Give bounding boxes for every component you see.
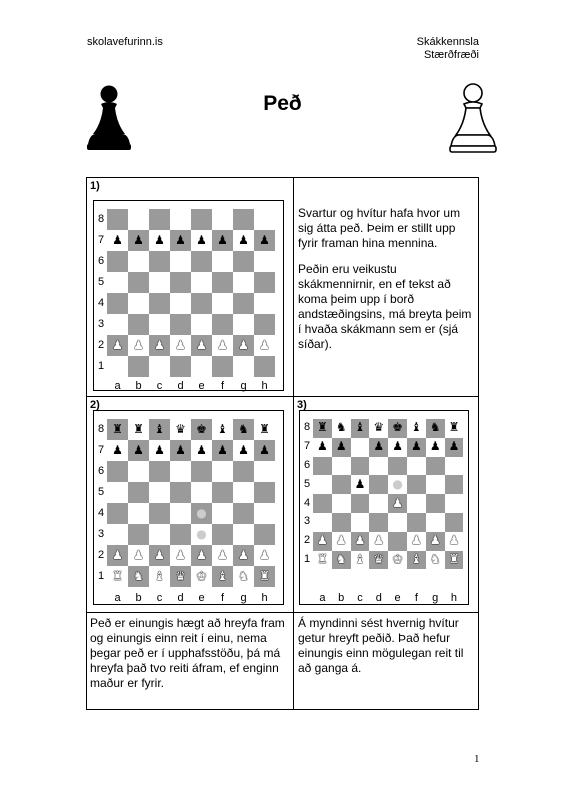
file-label: g [432, 592, 439, 604]
black-knight-icon: ♞ [429, 420, 441, 435]
board-square [170, 314, 191, 335]
board-square [128, 503, 149, 524]
white-pawn-icon: ♟ [112, 337, 123, 352]
white-pawn-icon: ♟ [133, 547, 144, 562]
board-square [191, 272, 212, 293]
board-square [313, 494, 332, 513]
file-label: f [220, 592, 225, 604]
board-square [426, 457, 445, 476]
black-queen-icon: ♛ [175, 421, 186, 436]
black-bishop-icon: ♝ [354, 420, 366, 435]
rank-label: 1 [97, 569, 105, 582]
black-pawn-icon: ♟ [133, 442, 144, 457]
board-square [233, 503, 254, 524]
white-pawn-icon: ♟ [317, 533, 328, 548]
board-square [107, 503, 128, 524]
board-square [212, 461, 233, 482]
caption-left: Peð er einungis hægt að hreyfa fram og einungis einn reit í einu, nema þegar peð er í upphafsstöðu, þá má hreyfa það tvo reiti áfram, ef enginn maður er fyrir. [90, 616, 285, 690]
rank-label: 1 [97, 359, 105, 372]
black-pawn-icon: ♟ [317, 439, 328, 454]
board-square [170, 524, 191, 545]
board-square [233, 314, 254, 335]
board-square [212, 356, 233, 377]
board-square [233, 482, 254, 503]
white-pawn-icon: ♟ [133, 337, 144, 352]
black-pawn-icon: ♟ [217, 232, 228, 247]
board-square [170, 356, 191, 377]
subject-header [417, 36, 479, 62]
board-square [170, 461, 191, 482]
white-pawn-icon: ♟ [217, 337, 228, 352]
black-bishop-icon: ♝ [411, 420, 422, 435]
rank-label: 4 [97, 506, 105, 519]
black-pawn-icon: ♟ [335, 439, 347, 454]
board-square [445, 513, 464, 532]
board-square [332, 457, 351, 476]
caption-right-cell [294, 613, 478, 709]
white-pawn-icon: ♟ [196, 547, 207, 562]
board-square [233, 356, 254, 377]
board-square [254, 209, 275, 230]
white-king-icon: ♚ [196, 568, 207, 583]
board-square [233, 209, 254, 230]
white-knight-icon: ♞ [335, 552, 347, 566]
white-pawn-icon: ♟ [429, 533, 441, 548]
board-square [128, 209, 149, 230]
board-square [351, 438, 370, 457]
board-square [313, 457, 332, 476]
rank-label: 3 [97, 317, 105, 330]
black-pawn-icon: ♟ [238, 232, 249, 247]
file-label: c [156, 592, 163, 604]
file-label: g [240, 380, 247, 392]
board-square [107, 272, 128, 293]
file-label: a [114, 380, 121, 392]
board-square [212, 503, 233, 524]
board-square [369, 494, 388, 513]
board-square [107, 251, 128, 272]
board-square [388, 457, 407, 476]
white-bishop-icon: ♝ [217, 568, 228, 583]
board-square [170, 272, 191, 293]
file-label: h [261, 592, 268, 604]
board-square [445, 494, 464, 513]
black-pawn-icon: ♟ [259, 442, 270, 457]
file-label: f [414, 592, 418, 604]
board-square [212, 251, 233, 272]
white-pawn-icon: ♟ [259, 547, 270, 562]
white-pawn-icon: ♟ [354, 533, 366, 548]
section-number: 3) [297, 399, 307, 411]
section-1 [87, 178, 294, 397]
board-square [107, 482, 128, 503]
rank-label: 2 [97, 548, 105, 561]
white-knight-icon: ♞ [133, 568, 144, 583]
black-knight-icon: ♞ [238, 421, 249, 436]
page-title: Peð [263, 92, 302, 115]
file-label: b [135, 592, 142, 604]
board-square [191, 482, 212, 503]
rank-label: 7 [303, 440, 311, 453]
rank-label: 5 [97, 275, 105, 288]
white-pawn-icon: ♟ [196, 337, 207, 352]
board-square [212, 272, 233, 293]
board-square [445, 457, 464, 476]
section-2 [87, 397, 294, 613]
board-square [170, 503, 191, 524]
rank-label: 3 [303, 515, 311, 528]
black-pawn-icon: ♟ [196, 442, 207, 457]
file-label: d [177, 380, 184, 392]
board-square [191, 251, 212, 272]
file-label: e [198, 592, 205, 604]
board-square [313, 513, 332, 532]
white-pawn-icon: ♟ [217, 547, 228, 562]
board-square [254, 524, 275, 545]
board-square [254, 272, 275, 293]
board-square [128, 461, 149, 482]
board-square [369, 457, 388, 476]
board-square [351, 457, 370, 476]
board-square [407, 457, 426, 476]
section-1-text [294, 178, 478, 397]
board-square [332, 513, 351, 532]
file-label: g [240, 592, 247, 604]
black-pawn-icon: ♟ [259, 232, 270, 247]
black-king-icon: ♚ [196, 421, 207, 436]
black-pawn-icon: ♟ [112, 232, 123, 247]
rank-label: 7 [97, 233, 105, 246]
board-square [332, 494, 351, 513]
rank-label: 5 [97, 485, 105, 498]
board-square [170, 482, 191, 503]
board-square [212, 524, 233, 545]
white-queen-icon: ♛ [175, 568, 186, 583]
caption-right: Á myndinni sést hvernig hvítur getur hreyft peðið. Það hefur einungis einn mögulegan reit til að ganga á. [298, 616, 464, 675]
rank-label: 2 [303, 534, 311, 547]
rank-label: 8 [303, 421, 311, 434]
board-square [313, 475, 332, 494]
board-square [254, 314, 275, 335]
paragraph: Peðin eru veikustu skákmennirnir, en ef tekst að koma þeim upp í borð andstæðingsins, má breyta þeim í hvaða skákmann sem er (sjá síðar). [298, 262, 472, 351]
white-pawn-icon [446, 82, 500, 154]
board-square [254, 461, 275, 482]
board-square [426, 475, 445, 494]
board-square [407, 513, 426, 532]
black-pawn-icon: ♟ [175, 442, 186, 457]
board-square [369, 513, 388, 532]
board-square [191, 356, 212, 377]
board-square [149, 251, 170, 272]
file-label: f [220, 380, 225, 392]
board-square [149, 461, 170, 482]
rank-label: 6 [97, 464, 105, 477]
page-number: 1 [474, 753, 480, 765]
black-pawn-icon: ♟ [154, 232, 165, 247]
chessboard [299, 410, 469, 605]
black-rook-icon: ♜ [448, 420, 460, 435]
board-square [407, 475, 426, 494]
board-square [128, 272, 149, 293]
white-pawn-icon: ♟ [112, 547, 123, 562]
board-square [233, 524, 254, 545]
lesson-grid [86, 177, 479, 710]
board-square [170, 293, 191, 314]
rank-label: 6 [303, 459, 311, 471]
move-marker-icon: ● [196, 505, 207, 520]
white-rook-icon: ♜ [448, 552, 460, 566]
board-square [170, 209, 191, 230]
black-rook-icon: ♜ [133, 421, 144, 436]
board-square [212, 314, 233, 335]
board-square [254, 503, 275, 524]
move-marker-icon: ● [196, 526, 207, 541]
white-pawn-icon: ♟ [448, 533, 460, 548]
black-king-icon: ♚ [392, 420, 403, 435]
white-pawn-icon: ♟ [154, 337, 165, 352]
white-bishop-icon: ♝ [354, 552, 366, 566]
caption-left-cell [87, 613, 294, 709]
board-square [107, 314, 128, 335]
file-label: h [450, 592, 458, 604]
file-label: e [198, 380, 205, 392]
board-square [128, 251, 149, 272]
file-label: e [394, 592, 401, 604]
file-label: a [319, 592, 326, 604]
chessboard [93, 200, 284, 391]
board-square [332, 475, 351, 494]
board-square [170, 251, 191, 272]
white-pawn-icon: ♟ [392, 495, 403, 510]
chessboard [93, 410, 284, 605]
move-marker-icon: ● [392, 476, 403, 491]
paragraph: Svartur og hvítur hafa hvor um sig átta peð. Þeim er stillt upp fyrir framan hina mennina. [298, 206, 461, 250]
white-knight-icon: ♞ [429, 552, 441, 566]
white-king-icon: ♚ [392, 552, 403, 566]
board-square [426, 513, 445, 532]
board-square [233, 251, 254, 272]
board-square [191, 461, 212, 482]
section-number: 2) [90, 399, 100, 411]
board-square [149, 503, 170, 524]
black-rook-icon: ♜ [317, 420, 328, 435]
board-square [233, 293, 254, 314]
intro-text [298, 206, 474, 363]
board-square [107, 293, 128, 314]
black-pawn-icon: ♟ [238, 442, 249, 457]
board-square [212, 482, 233, 503]
white-knight-icon: ♞ [238, 568, 249, 583]
white-pawn-icon: ♟ [411, 533, 422, 548]
board-square [254, 293, 275, 314]
board-square [191, 314, 212, 335]
file-label: d [177, 592, 184, 604]
board-square [233, 272, 254, 293]
white-bishop-icon: ♝ [154, 568, 165, 583]
board-square [128, 482, 149, 503]
board-square [388, 532, 407, 551]
file-label: d [375, 592, 382, 604]
board-square [388, 513, 407, 532]
site-name: skolavefurinn.is [87, 36, 163, 48]
board-square [149, 209, 170, 230]
subject-line-1: Skákkennsla [416, 36, 479, 48]
board-square [351, 513, 370, 532]
black-rook-icon: ♜ [259, 421, 270, 436]
rank-label: 8 [97, 422, 105, 435]
board-square [149, 272, 170, 293]
board-square [212, 209, 233, 230]
white-pawn-icon: ♟ [238, 547, 249, 562]
rank-label: 2 [97, 338, 105, 351]
board-square [212, 293, 233, 314]
black-bishop-icon: ♝ [154, 421, 165, 436]
black-pawn-icon: ♟ [392, 439, 403, 454]
black-pawn-icon: ♟ [411, 439, 422, 454]
white-pawn-icon: ♟ [259, 337, 270, 352]
board-square [191, 293, 212, 314]
black-pawn-icon: ♟ [217, 442, 228, 457]
white-pawn-icon: ♟ [175, 547, 186, 562]
board-square [254, 482, 275, 503]
board-square [426, 494, 445, 513]
white-pawn-icon: ♟ [335, 533, 347, 548]
black-pawn-icon: ♟ [133, 232, 144, 247]
white-queen-icon: ♛ [373, 552, 385, 566]
white-rook-icon: ♜ [317, 552, 328, 566]
section-number: 1) [90, 180, 100, 192]
rank-label: 8 [97, 212, 105, 225]
black-pawn-icon: ♟ [429, 439, 441, 454]
white-bishop-icon: ♝ [411, 552, 422, 566]
black-pawn-icon: ♟ [448, 439, 460, 454]
file-label: c [357, 592, 363, 604]
board-square [107, 524, 128, 545]
black-pawn-icon: ♟ [175, 232, 186, 247]
board-square [149, 314, 170, 335]
board-square [254, 251, 275, 272]
board-square [128, 293, 149, 314]
rank-label: 7 [97, 443, 105, 456]
board-square [149, 482, 170, 503]
board-square [149, 293, 170, 314]
black-pawn-icon: ♟ [354, 476, 366, 491]
board-square [107, 356, 128, 377]
board-square [149, 356, 170, 377]
board-square [128, 356, 149, 377]
rank-label: 4 [97, 296, 105, 309]
rank-label: 6 [97, 254, 105, 267]
white-rook-icon: ♜ [112, 568, 123, 583]
black-pawn-icon: ♟ [154, 442, 165, 457]
board-square [351, 494, 370, 513]
white-pawn-icon: ♟ [175, 337, 186, 352]
board-square [128, 314, 149, 335]
black-pawn-icon: ♟ [373, 439, 385, 454]
board-square [149, 524, 170, 545]
board-square [369, 475, 388, 494]
file-label: a [114, 592, 121, 604]
section-3 [294, 397, 478, 613]
black-queen-icon: ♛ [373, 420, 385, 435]
white-pawn-icon: ♟ [238, 337, 249, 352]
file-label: b [135, 380, 142, 392]
board-square [233, 461, 254, 482]
rank-label: 4 [303, 496, 311, 509]
board-square [107, 461, 128, 482]
rank-label: 1 [303, 553, 311, 565]
subject-line-2: Stærðfræði [423, 49, 479, 61]
black-rook-icon: ♜ [112, 421, 123, 436]
file-label: c [156, 380, 163, 392]
white-pawn-icon: ♟ [373, 533, 385, 548]
white-pawn-icon: ♟ [154, 547, 165, 562]
black-pawn-icon: ♟ [196, 232, 207, 247]
white-rook-icon: ♜ [259, 568, 270, 583]
black-knight-icon: ♞ [335, 420, 347, 435]
board-square [254, 356, 275, 377]
board-square [107, 209, 128, 230]
black-bishop-icon: ♝ [217, 421, 228, 436]
board-square [407, 494, 426, 513]
file-label: h [261, 380, 268, 392]
board-square [128, 524, 149, 545]
black-pawn-icon: ♟ [112, 442, 123, 457]
board-square [445, 475, 464, 494]
file-label: b [338, 592, 345, 604]
rank-label: 3 [97, 527, 105, 540]
rank-label: 5 [303, 477, 311, 490]
board-square [191, 209, 212, 230]
